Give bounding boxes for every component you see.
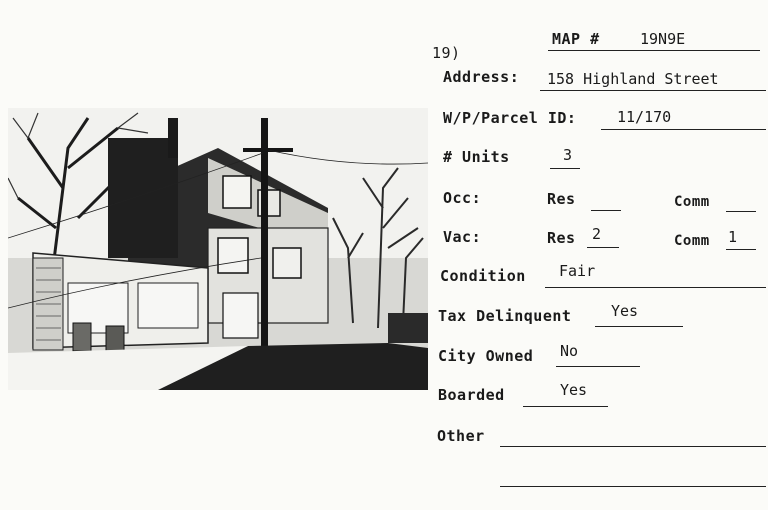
other-underline-2: [500, 486, 766, 487]
address-underline: [540, 90, 766, 91]
map-value: 19N9E: [640, 30, 686, 48]
item-number: 19): [432, 44, 461, 62]
other-label: Other: [437, 427, 485, 445]
occ-comm-underline: [726, 211, 756, 212]
vac-comm-label: Comm: [674, 233, 710, 249]
vac-res-label: Res: [547, 229, 576, 247]
occ-res-underline: [591, 210, 621, 211]
occ-comm-label: Comm: [674, 194, 710, 210]
other-underline-1: [500, 446, 766, 447]
tax-delinquent-label: Tax Delinquent: [438, 307, 572, 325]
vac-label: Vac:: [443, 228, 482, 246]
map-underline: [548, 50, 760, 51]
condition-underline: [545, 287, 766, 288]
building-photo: [8, 108, 428, 390]
condition-label: Condition: [440, 267, 526, 285]
units-label: # Units: [443, 148, 510, 166]
vac-comm-underline: [726, 249, 756, 250]
tax-delinquent-underline: [595, 326, 683, 327]
vac-comm-value: 1: [728, 228, 738, 246]
city-owned-underline: [556, 366, 640, 367]
vac-res-underline: [587, 247, 619, 248]
units-value: 3: [563, 146, 573, 164]
vac-res-value: 2: [592, 225, 602, 243]
boarded-label: Boarded: [438, 386, 505, 404]
occ-res-label: Res: [547, 190, 576, 208]
address-value: 158 Highland Street: [547, 70, 719, 88]
tax-delinquent-value: Yes: [611, 302, 639, 320]
city-owned-label: City Owned: [438, 347, 534, 365]
boarded-underline: [523, 406, 608, 407]
parcel-label: W/P/Parcel ID:: [443, 109, 577, 127]
parcel-value: 11/170: [617, 108, 672, 126]
units-underline: [550, 168, 580, 169]
map-label: MAP #: [552, 30, 600, 48]
occ-label: Occ:: [443, 189, 482, 207]
city-owned-value: No: [560, 342, 579, 360]
condition-value: Fair: [559, 262, 596, 280]
parcel-underline: [601, 129, 766, 130]
address-label: Address:: [443, 68, 520, 86]
boarded-value: Yes: [560, 381, 588, 399]
